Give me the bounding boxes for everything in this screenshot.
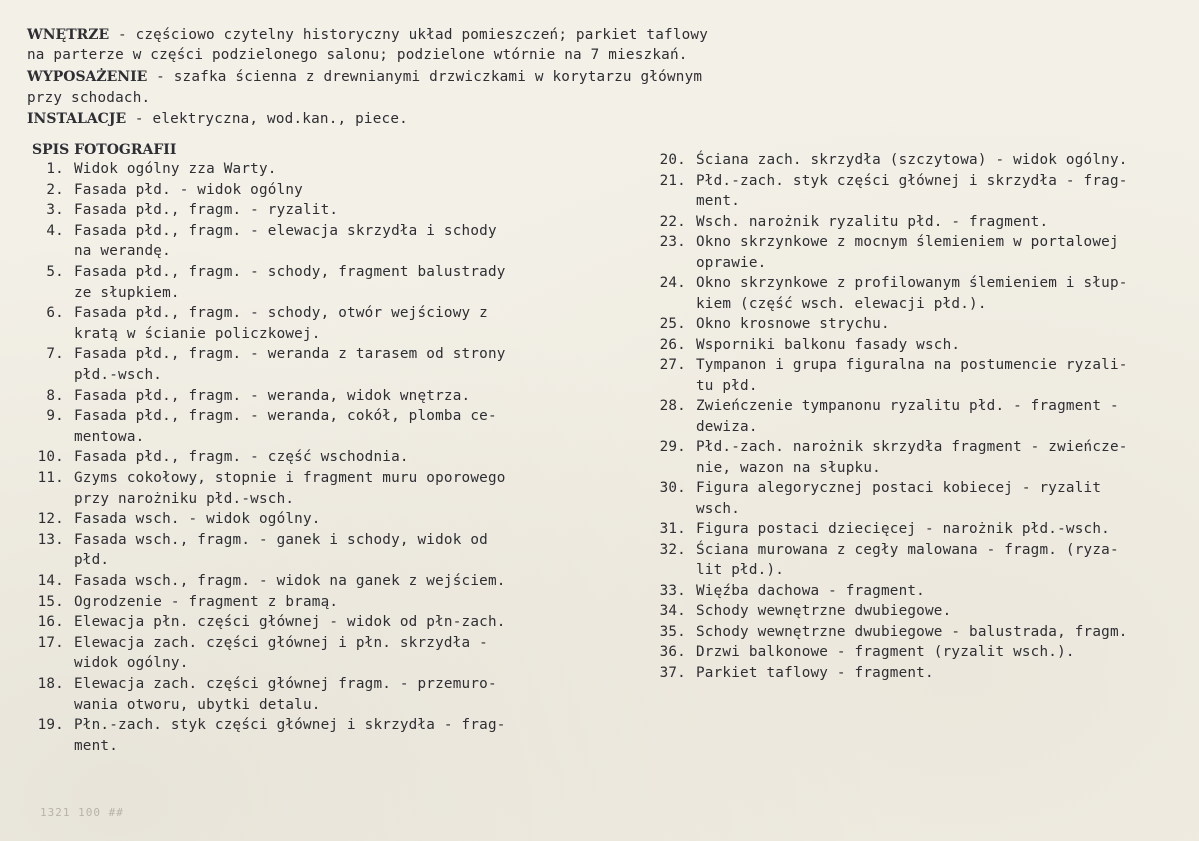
item-text: Fasada wsch. - widok ogólny. (74, 511, 321, 528)
list-item (650, 623, 1128, 641)
item-text: Wsch. narożnik ryzalitu płd. - fragment. (696, 213, 1049, 230)
item-number: 5. (46, 264, 64, 280)
section-label: WNĘTRZE (27, 27, 110, 43)
item-text: Gzyms cokołowy, stopnie i fragment muru oporowego (74, 470, 506, 486)
list-item (28, 593, 338, 611)
item-text: Okno skrzynkowe z mocnym ślemieniem w portalowej (696, 234, 1119, 250)
intro-line (27, 89, 150, 107)
item-text: Fasada wsch., fragm. - ganek i schody, widok od (74, 531, 488, 548)
item-text: kratą w ścianie policzkowej. (74, 325, 321, 342)
list-item (650, 274, 1128, 292)
list-item (650, 315, 890, 333)
list-item (28, 304, 488, 322)
item-text: mentowa. (74, 428, 145, 445)
item-number: 36. (659, 644, 686, 660)
item-text: Fasada płd., fragm. - część wschodnia. (74, 449, 409, 466)
list-item-continuation (28, 490, 294, 508)
item-number: 11. (37, 470, 64, 486)
intro-text: przy schodach. (27, 90, 151, 106)
list-item (28, 222, 497, 240)
item-number: 22. (659, 213, 686, 230)
item-number: 33. (659, 582, 686, 599)
item-number: 27. (659, 357, 686, 373)
item-text: Figura alegorycznej postaci kobiecej - ryzalit (696, 480, 1102, 496)
item-text: Fasada płd., fragm. - schody, otwór wejściowy z (74, 305, 488, 322)
item-text: Płd.-zach. narożnik skrzydła fragment - zwieńcze- (696, 439, 1128, 455)
item-text: Widok ogólny zza Warty. (74, 161, 277, 177)
item-number: 8. (46, 387, 64, 404)
list-item (650, 356, 1128, 374)
list-item (28, 675, 497, 693)
list-item (650, 151, 1128, 169)
item-text: Fasada płd., fragm. - weranda z tarasem od strony (74, 346, 506, 363)
item-number: 31. (659, 521, 686, 537)
item-number: 6. (46, 305, 64, 322)
list-item-continuation (650, 254, 766, 272)
item-text: Więźba dachowa - fragment. (696, 582, 925, 599)
item-text: ment. (74, 737, 119, 754)
section-label: INSTALACJE (27, 111, 127, 127)
list-item-continuation (28, 551, 109, 569)
list-item-continuation (650, 295, 987, 313)
list-item-continuation (650, 377, 758, 395)
list-item (650, 643, 1075, 661)
list-item (28, 407, 497, 425)
item-text: Okno skrzynkowe z profilowanym ślemieniem i słup- (696, 275, 1128, 291)
list-title: SPIS FOTOGRAFII (32, 142, 177, 158)
item-text: Fasada płd., fragm. - schody, fragment balustrady (74, 264, 506, 280)
item-text: widok ogólny. (74, 655, 189, 672)
item-number: 23. (659, 234, 686, 250)
list-item (28, 510, 321, 528)
item-number: 21. (659, 172, 686, 189)
list-item (28, 387, 470, 405)
item-number: 25. (659, 316, 686, 332)
item-number: 10. (37, 449, 64, 466)
intro-text: - elektryczna, wod.kan., piece. (126, 111, 408, 127)
faded-stamp-text: 1321 100 ## (40, 806, 124, 819)
list-item (28, 201, 338, 219)
item-text: Elewacja płn. części głównej - widok od płn-zach. (74, 614, 506, 631)
list-item (28, 613, 506, 631)
item-text: Figura postaci dziecięcej - narożnik płd.-wsch. (696, 521, 1110, 537)
item-text: nie, wazon na słupku. (696, 459, 881, 476)
item-number: 30. (659, 480, 686, 496)
item-text: Tympanon i grupa figuralna na postumencie ryzali- (696, 357, 1128, 373)
item-text: Parkiet taflowy - fragment. (696, 664, 934, 681)
list-item (28, 345, 506, 363)
item-number: 15. (37, 593, 64, 610)
intro-line (27, 46, 688, 64)
item-number: 26. (659, 336, 686, 353)
item-text: na werandę. (74, 243, 171, 260)
list-item (650, 438, 1128, 456)
item-text: Fasada płd., fragm. - ryzalit. (74, 202, 339, 219)
item-text: Schody wewnętrzne dwubiegowe - balustrada, fragm. (696, 623, 1128, 640)
list-item (28, 469, 506, 487)
list-item-continuation (28, 366, 162, 384)
list-item (650, 479, 1101, 497)
item-text: płd.-wsch. (74, 367, 163, 383)
list-item-continuation (650, 418, 758, 436)
item-number: 12. (37, 511, 64, 528)
intro-text: na parterze w części podzielonego salonu; podzielone wtórnie na 7 mieszkań. (27, 47, 688, 63)
item-text: płd. (74, 552, 110, 569)
item-text: Drzwi balkonowe - fragment (ryzalit wsch.). (696, 644, 1075, 660)
list-item (650, 602, 951, 620)
item-text: kiem (część wsch. elewacji płd.). (696, 295, 987, 312)
list-item-continuation (650, 561, 784, 579)
item-text: wania otworu, ubytki detalu. (74, 696, 321, 713)
item-text: lit płd.). (696, 562, 785, 578)
list-item (650, 664, 934, 682)
item-number: 4. (46, 222, 64, 239)
item-text: Fasada płd., fragm. - weranda, cokół, plomba ce- (74, 408, 497, 425)
list-item (650, 233, 1119, 251)
item-text: Płd.-zach. styk części głównej i skrzydła - frag- (696, 172, 1128, 189)
item-text: Elewacja zach. części głównej i płn. skrzydła - (74, 634, 488, 651)
list-item (28, 531, 488, 549)
list-item (650, 336, 960, 354)
item-number: 35. (659, 623, 686, 640)
item-text: Ściana zach. skrzydła (szczytowa) - widok ogólny. (696, 152, 1128, 168)
item-number: 18. (37, 676, 64, 692)
list-item (28, 634, 488, 652)
item-text: Fasada płd., fragm. - elewacja skrzydła i schody (74, 222, 497, 239)
section-label: WYPOSAŻENIE (27, 69, 148, 85)
item-text: Okno krosnowe strychu. (696, 316, 890, 332)
item-number: 34. (659, 603, 686, 619)
item-text: Zwieńczenie tympanonu ryzalitu płd. - fragment - (696, 398, 1119, 414)
item-text: tu płd. (696, 377, 758, 394)
item-text: Płn.-zach. styk części głównej i skrzydła - frag- (74, 717, 506, 734)
list-item (650, 541, 1119, 559)
list-item-continuation (28, 428, 144, 446)
item-text: Fasada płd., fragm. - weranda, widok wnętrza. (74, 387, 471, 404)
list-item-continuation (28, 284, 180, 302)
intro-line (27, 68, 702, 86)
item-number: 9. (46, 408, 64, 425)
list-item-continuation (28, 325, 321, 343)
list-item (28, 572, 506, 590)
list-item (28, 160, 277, 178)
item-number: 20. (659, 152, 686, 168)
item-number: 13. (37, 531, 64, 548)
item-number: 17. (37, 634, 64, 651)
item-text: oprawie. (696, 254, 767, 271)
item-text: przy narożniku płd.-wsch. (74, 490, 295, 507)
list-item (650, 520, 1110, 538)
item-number: 29. (659, 439, 686, 455)
intro-line (27, 110, 408, 128)
item-number: 2. (46, 181, 64, 198)
item-text: Elewacja zach. części głównej fragm. - przemuro- (74, 676, 497, 692)
list-item (28, 716, 506, 734)
list-item (28, 448, 409, 466)
item-text: Ogrodzenie - fragment z bramą. (74, 593, 339, 610)
item-number: 16. (37, 614, 64, 631)
list-item-continuation (28, 696, 321, 714)
list-item-continuation (650, 459, 881, 477)
intro-text: - częściowo czytelny historyczny układ pomieszczeń; parkiet taflowy (109, 27, 709, 43)
item-text: wsch. (696, 500, 741, 517)
item-text: ze słupkiem. (74, 284, 180, 301)
intro-line (27, 26, 708, 44)
list-item (650, 582, 925, 600)
item-number: 24. (659, 275, 686, 291)
list-item (650, 172, 1128, 190)
item-text: Ściana murowana z cegły malowana - fragm. (ryza- (696, 541, 1119, 558)
list-item-continuation (650, 500, 740, 518)
item-number: 7. (46, 346, 64, 363)
list-item (650, 213, 1048, 231)
item-text: Fasada wsch., fragm. - widok na ganek z wejściem. (74, 573, 506, 589)
item-number: 14. (37, 573, 64, 589)
item-number: 19. (37, 717, 64, 734)
item-text: Schody wewnętrzne dwubiegowe. (696, 603, 952, 619)
item-number: 32. (659, 541, 686, 558)
list-item-continuation (650, 192, 740, 210)
item-number: 3. (46, 202, 64, 219)
list-item (28, 263, 506, 281)
list-item (28, 181, 303, 199)
item-text: Wsporniki balkonu fasady wsch. (696, 336, 961, 353)
item-text: ment. (696, 193, 741, 209)
list-item-continuation (28, 654, 189, 672)
intro-text: - szafka ścienna z drewnianymi drzwiczkami w korytarzu głównym (147, 69, 703, 85)
list-item (650, 397, 1119, 415)
item-number: 37. (659, 664, 686, 681)
list-item-continuation (28, 242, 171, 260)
item-number: 1. (46, 161, 64, 177)
item-text: dewiza. (696, 418, 758, 435)
item-number: 28. (659, 398, 686, 414)
list-item-continuation (28, 737, 118, 755)
item-text: Fasada płd. - widok ogólny (74, 181, 303, 198)
